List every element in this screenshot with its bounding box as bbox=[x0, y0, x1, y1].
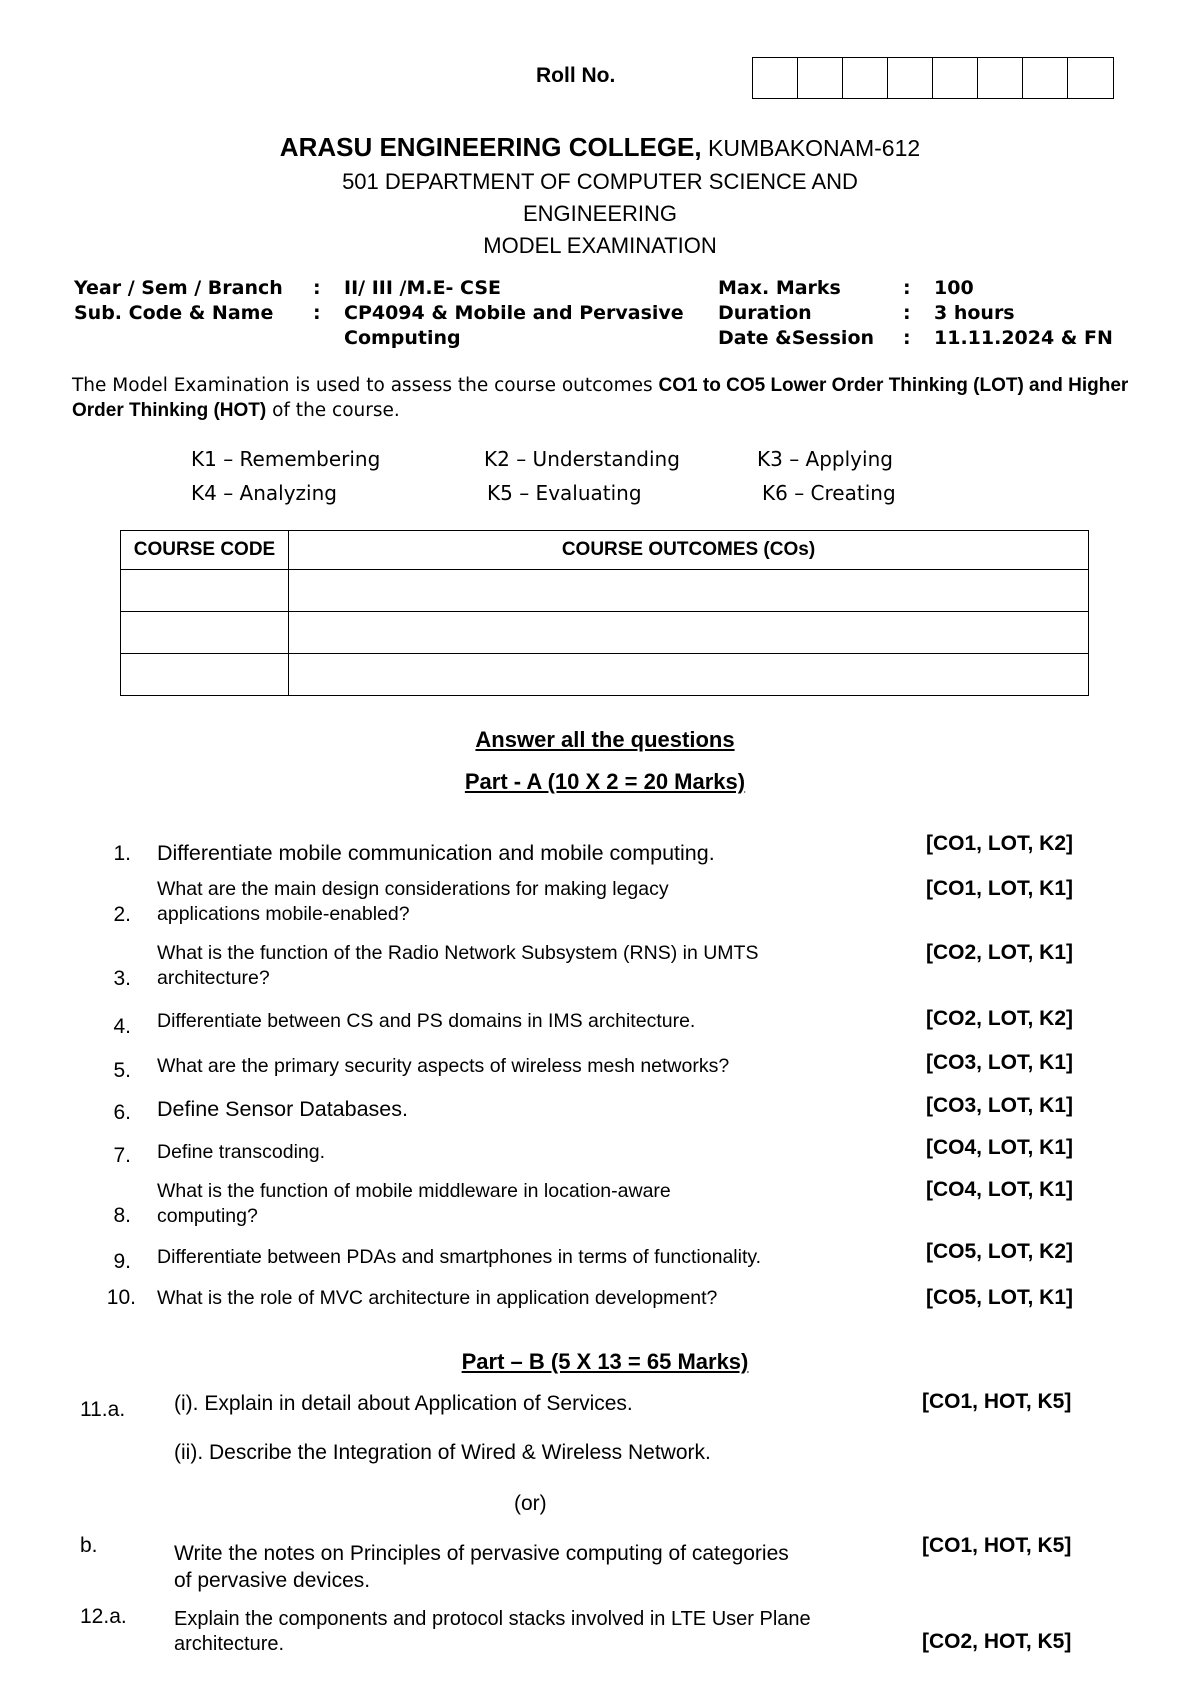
question-2-text-line-2: applications mobile-enabled? bbox=[157, 903, 410, 925]
table-row bbox=[121, 654, 1089, 696]
question-5-text: What are the primary security aspects of wireless mesh networks? bbox=[157, 1055, 730, 1077]
question-3-text-line-1: What is the function of the Radio Network Subsystem (RNS) in UMTS bbox=[157, 942, 759, 964]
roll-digit-box[interactable] bbox=[933, 58, 978, 98]
question-9-text: Differentiate between PDAs and smartphones in terms of functionality. bbox=[157, 1246, 762, 1268]
question-11a-part-ii: (ii). Describe the Integration of Wired & Wireless Network. bbox=[174, 1441, 711, 1464]
question-5-tag: [CO3, LOT, K1] bbox=[926, 1051, 1074, 1074]
roll-digit-box[interactable] bbox=[798, 58, 843, 98]
subject-value-line-1: CP4094 & Mobile and Pervasive bbox=[344, 302, 684, 324]
k3-level: K3 – Applying bbox=[757, 447, 893, 471]
table-cell bbox=[121, 612, 289, 654]
question-11a-tag: [CO1, HOT, K5] bbox=[922, 1390, 1072, 1413]
duration-label: Duration bbox=[718, 302, 812, 324]
department-line-2: ENGINEERING bbox=[522, 201, 678, 226]
question-2-number: 2. bbox=[113, 903, 131, 926]
subject-label: Sub. Code & Name bbox=[74, 302, 274, 324]
year-label: Year / Sem / Branch bbox=[74, 277, 283, 299]
question-1-number: 1. bbox=[113, 842, 131, 865]
subject-value-line-2: Computing bbox=[344, 327, 461, 349]
department-line-1: 501 DEPARTMENT OF COMPUTER SCIENCE AND bbox=[342, 169, 858, 194]
date-colon: : bbox=[903, 327, 911, 349]
year-colon: : bbox=[313, 277, 321, 299]
max-marks-value: 100 bbox=[934, 277, 974, 299]
question-6-tag: [CO3, LOT, K1] bbox=[926, 1094, 1074, 1117]
roll-digit-box[interactable] bbox=[978, 58, 1023, 98]
question-11a-part-i: (i). Explain in detail about Application of Services. bbox=[174, 1392, 633, 1415]
question-11b-text-line-1: Write the notes on Principles of pervasive computing of categories bbox=[174, 1542, 789, 1565]
question-8-text-line-1: What is the function of mobile middleware in location-aware bbox=[157, 1180, 671, 1202]
question-1-text: Differentiate mobile communication and mobile computing. bbox=[157, 841, 715, 865]
question-11b-tag: [CO1, HOT, K5] bbox=[922, 1534, 1072, 1557]
roll-number-boxes[interactable] bbox=[752, 57, 1114, 99]
question-12a-text-line-1: Explain the components and protocol stacks involved in LTE User Plane bbox=[174, 1608, 811, 1630]
college-location: KUMBAKONAM-612 bbox=[701, 135, 921, 161]
subject-colon: : bbox=[313, 302, 321, 324]
course-code-header: COURSE CODE bbox=[121, 531, 289, 570]
question-11a-number: 11.a. bbox=[80, 1398, 126, 1421]
table-row bbox=[121, 612, 1089, 654]
or-separator: (or) bbox=[514, 1492, 547, 1515]
table-cell bbox=[289, 570, 1089, 612]
duration-colon: : bbox=[903, 302, 911, 324]
question-11b-text-line-2: of pervasive devices. bbox=[174, 1569, 371, 1592]
question-6-number: 6. bbox=[113, 1101, 131, 1124]
college-name bbox=[0, 132, 1200, 163]
exam-title: MODEL EXAMINATION bbox=[483, 233, 717, 258]
roll-digit-box[interactable] bbox=[1023, 58, 1068, 98]
roll-digit-box[interactable] bbox=[753, 58, 798, 98]
year-value: II/ III /M.E- CSE bbox=[344, 277, 502, 299]
question-12a-text-line-2: architecture. bbox=[174, 1633, 285, 1655]
college-title: ARASU ENGINEERING COLLEGE, bbox=[279, 132, 702, 162]
table-cell bbox=[289, 612, 1089, 654]
question-7-tag: [CO4, LOT, K1] bbox=[926, 1136, 1074, 1159]
question-12a-tag: [CO2, HOT, K5] bbox=[922, 1630, 1072, 1653]
question-9-number: 9. bbox=[113, 1250, 131, 1273]
answer-all-instruction: Answer all the questions bbox=[475, 727, 735, 752]
question-10-number: 10. bbox=[106, 1286, 136, 1309]
question-3-tag: [CO2, LOT, K1] bbox=[926, 941, 1074, 964]
max-marks-colon: : bbox=[903, 277, 911, 299]
roll-number-label: Roll No. bbox=[536, 64, 616, 87]
table-cell bbox=[289, 654, 1089, 696]
table-row bbox=[121, 570, 1089, 612]
question-10-tag: [CO5, LOT, K1] bbox=[926, 1286, 1074, 1309]
duration-value: 3 hours bbox=[934, 302, 1015, 324]
question-12a-number: 12.a. bbox=[80, 1605, 127, 1628]
course-outcomes-table bbox=[120, 530, 1089, 696]
question-5-number: 5. bbox=[113, 1059, 131, 1082]
question-2-text-line-1: What are the main design considerations for making legacy bbox=[157, 878, 669, 900]
question-3-number: 3. bbox=[113, 967, 131, 990]
question-8-text-line-2: computing? bbox=[157, 1205, 258, 1227]
question-11b-number: b. bbox=[80, 1534, 98, 1557]
roll-digit-box[interactable] bbox=[888, 58, 933, 98]
k5-level: K5 – Evaluating bbox=[487, 481, 642, 505]
question-4-text: Differentiate between CS and PS domains in IMS architecture. bbox=[157, 1010, 696, 1032]
table-cell bbox=[121, 654, 289, 696]
table-header-row bbox=[121, 531, 1089, 570]
k6-level: K6 – Creating bbox=[762, 481, 896, 505]
k1-level: K1 – Remembering bbox=[191, 447, 381, 471]
intro-text-1: The Model Examination is used to assess the course outcomes bbox=[72, 375, 659, 396]
question-4-tag: [CO2, LOT, K2] bbox=[926, 1007, 1074, 1030]
part-a-heading: Part - A (10 X 2 = 20 Marks) bbox=[464, 769, 746, 794]
question-7-number: 7. bbox=[113, 1144, 131, 1167]
question-4-number: 4. bbox=[113, 1015, 131, 1038]
intro-paragraph bbox=[72, 373, 1132, 423]
date-label: Date &Session bbox=[718, 327, 875, 349]
roll-digit-box[interactable] bbox=[1068, 58, 1113, 98]
max-marks-label: Max. Marks bbox=[718, 277, 841, 299]
date-value: 11.11.2024 & FN bbox=[934, 327, 1113, 349]
intro-text-2: of the course. bbox=[266, 400, 400, 421]
question-2-tag: [CO1, LOT, K1] bbox=[926, 877, 1074, 900]
question-8-tag: [CO4, LOT, K1] bbox=[926, 1178, 1074, 1201]
intro-bold: CO1 to CO5 Lower Order Thinking (LOT) and Higher Order Thinking (HOT) bbox=[72, 375, 1129, 421]
k2-level: K2 – Understanding bbox=[484, 447, 680, 471]
question-1-tag: [CO1, LOT, K2] bbox=[926, 832, 1074, 855]
question-6-text: Define Sensor Databases. bbox=[157, 1097, 408, 1121]
question-3-text-line-2: architecture? bbox=[157, 967, 270, 989]
question-10-text: What is the role of MVC architecture in application development? bbox=[157, 1287, 718, 1309]
roll-digit-box[interactable] bbox=[843, 58, 888, 98]
question-7-text: Define transcoding. bbox=[157, 1141, 326, 1163]
k4-level: K4 – Analyzing bbox=[191, 481, 337, 505]
part-b-heading: Part – B (5 X 13 = 65 Marks) bbox=[461, 1349, 749, 1374]
course-outcomes-header: COURSE OUTCOMES (COs) bbox=[289, 531, 1089, 570]
table-cell bbox=[121, 570, 289, 612]
question-9-tag: [CO5, LOT, K2] bbox=[926, 1240, 1074, 1263]
question-8-number: 8. bbox=[113, 1204, 131, 1227]
